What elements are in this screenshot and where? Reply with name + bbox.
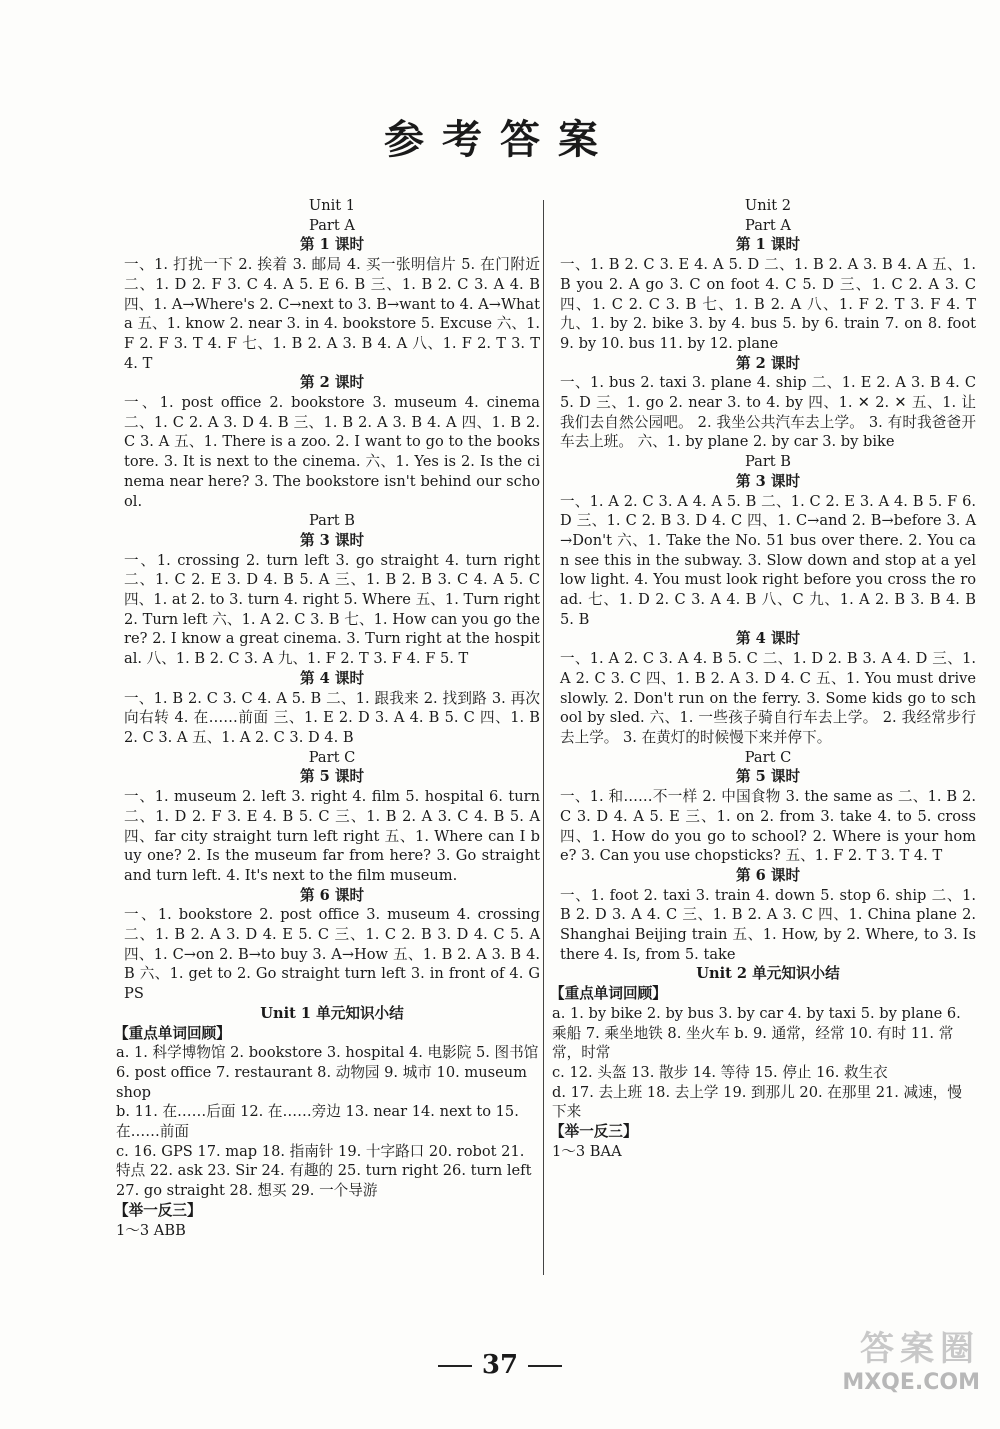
lesson-heading: 第 5 课时 bbox=[299, 768, 365, 786]
answer-paragraph: 一、1. A 2. C 3. A 4. A 5. B 二、1. C 2. E 3. A 4. B 5. F 6. D 三、1. C 2. B 3. D 4. C 四、1. C→and 2. B→before 3. A→Don't 六、1. Take the No. 51 bus over there. 2. You can see this in the subway. 3. Slow down and stop at a yellow light. 4. You must look right before you cross the road. 七、1. D 2. C 3. A 4. B 八、C 九、1. A 2. B 3. B 4. B 5. B bbox=[560, 492, 976, 628]
answer-paragraph: 一、1. bus 2. taxi 3. plane 4. ship 二、1. E 2. A 3. B 4. C 5. D 三、1. go 2. near 3. to 4. by 四、1. ✕ 2. ✕ 五、1. 让我们去自然公园吧。 2. 我坐公共汽车去上学。 3. 有时我爸爸开车去上班。 六、1. by plane 2. by car 3. by bike bbox=[560, 374, 976, 451]
review-line: d. 17. 去上班 18. 去上学 19. 到那儿 20. 在那里 21. 减速，慢下来 bbox=[552, 1083, 962, 1121]
review-line: 1～3 BAA bbox=[552, 1142, 622, 1160]
watermark-bottom: MXQE.COM bbox=[842, 1370, 980, 1395]
review-line: a. 1. by bike 2. by bus 3. by car 4. by taxi 5. by plane 6. 乘船 7. 乘坐地铁 8. 坐火车 b. 9. 通常，经常 10. 有时 11. 常常，时常 bbox=[552, 1004, 961, 1062]
answer-paragraph: 一、1. A 2. C 3. A 4. B 5. C 二、1. D 2. B 3. A 4. D 三、1. A 2. C 3. C 四、1. B 2. A 3. D 4. C 五、1. You must drive slowly. 2. Don't run on the ferry. 3. Some kids go to school by sled. 六、1. 一些孩子骑自行车去上学。 2. 我经常步行去上学。 3. 在黄灯的时候慢下来并停下。 bbox=[560, 650, 976, 746]
lesson-heading: 第 4 课时 bbox=[299, 669, 365, 687]
review-section-label: 【举一反三】 bbox=[114, 1201, 202, 1219]
answer-paragraph: 一、1. 和……不一样 2. 中国食物 3. the same as 二、1. B 2. C 3. D 4. A 5. E 三、1. on 2. from 3. take 4. to 5. cross 四、1. How do you go to school? 2. Where is your home? 3. Can you use chopsticks? 五、1. F 2. T 3. T 4. T bbox=[560, 788, 976, 865]
watermark-top: 答案圈 bbox=[860, 1329, 980, 1369]
answer-paragraph: 一、1. post office 2. bookstore 3. museum 4. cinema 二、1. C 2. A 3. D 4. B 三、1. B 2. A 3. B 4. A 四、1. B 2. C 3. A 五、1. There is a zoo. 2. I want to go to the bookstore. 3. It is next to the cinema. 六、1. Yes is 2. Is the cinema near here? 3. The bookstore isn't behind our school. bbox=[124, 394, 540, 510]
section-heading: Part B bbox=[744, 453, 792, 471]
lesson-heading: Unit 2 单元知识小结 bbox=[696, 965, 840, 983]
lesson-heading: Unit 1 单元知识小结 bbox=[260, 1004, 404, 1022]
footer-dash-left bbox=[438, 1365, 472, 1367]
answer-paragraph: 一、1. museum 2. left 3. right 4. film 5. hospital 6. turn 二、1. D 2. F 3. E 4. B 5. C 三、1. B 2. A 3. C 4. B 5. A 四、far city straight turn left right 五、1. Where can I buy one? 2. Is the museum far from here? 3. Go straight and turn left. 4. It's next to the film museum. bbox=[124, 788, 540, 884]
section-heading: Unit 1 bbox=[308, 197, 356, 214]
answer-paragraph: 一、1. 打扰一下 2. 挨着 3. 邮局 4. 买一张明信片 5. 在门附近 二、1. D 2. F 3. C 4. A 5. E 6. B 三、1. B 2. C 3. A 4. B 四、1. A→Where's 2. C→next to 3. B→want to 4. A→What a 五、1. know 2. near 3. in 4. bookstore 5. Excuse 六、1. F 2. F 3. T 4. F 七、1. B 2. A 3. B 4. A 八、1. F 2. T 3. T 4. T bbox=[124, 256, 540, 372]
review-line: a. 1. 科学博物馆 2. bookstore 3. hospital 4. 电影院 5. 图书馆 6. post office 7. restaurant 8. 动物园 9. 城市 10. museum shop bbox=[116, 1044, 539, 1101]
footer-dash-right bbox=[528, 1365, 562, 1367]
answer-paragraph: 一、1. bookstore 2. post office 3. museum 4. crossing 二、1. B 2. A 3. D 4. E 5. C 三、1. C 2. B 3. D 4. C 5. A 四、1. C→on 2. B→to buy 3. A→How 五、1. B 2. A 3. B 4. B 六、1. get to 2. Go straight turn left 3. in front of 4. GPS bbox=[124, 906, 540, 1003]
section-heading: Part A bbox=[745, 216, 791, 234]
lesson-heading: 第 6 课时 bbox=[735, 866, 801, 884]
lesson-heading: 第 1 课时 bbox=[735, 236, 801, 254]
lesson-heading: 第 2 课时 bbox=[299, 374, 365, 392]
right-column bbox=[550, 196, 976, 1161]
answer-paragraph: 一、1. crossing 2. turn left 3. go straight 4. turn right 二、1. C 2. E 3. D 4. B 5. A 三、1. B 2. B 3. C 4. A 5. C 四、1. at 2. to 3. turn 4. right 5. Where 五、1. Turn right 2. Turn left 六、1. A 2. C 3. B 七、1. How can you go there? 2. I know a great cinema. 3. Turn right at the hospital. 八、1. B 2. C 3. A 九、1. F 2. T 3. F 4. F 5. T bbox=[124, 551, 540, 668]
answer-paragraph: 一、1. B 2. C 3. C 4. A 5. B 二、1. 跟我来 2. 找到路 3. 再次向右转 4. 在……前面 三、1. E 2. D 3. A 4. B 5. C 四、1. B 2. C 3. A 五、1. A 2. C 3. D 4. B bbox=[124, 689, 540, 746]
review-section-label: 【重点单词回顾】 bbox=[550, 985, 667, 1003]
column-divider bbox=[543, 200, 544, 1275]
review-line: 1～3 ABB bbox=[116, 1221, 186, 1239]
section-heading: Part B bbox=[308, 512, 356, 530]
page-title: 参考答案 bbox=[384, 116, 616, 163]
section-heading: Part C bbox=[308, 748, 356, 766]
lesson-heading: 第 4 课时 bbox=[735, 630, 801, 648]
review-line: c. 16. GPS 17. map 18. 指南针 19. 十字路口 20. robot 21. 特点 22. ask 23. Sir 24. 有趣的 25. turn right 26. turn left 27. go straight 28. 想买 29. 一个导游 bbox=[116, 1142, 532, 1200]
left-column bbox=[114, 196, 540, 1240]
section-heading: Part A bbox=[309, 216, 355, 234]
review-line: c. 12. 头盔 13. 散步 14. 等待 15. 停止 16. 救生衣 bbox=[552, 1063, 888, 1081]
review-section-label: 【重点单词回顾】 bbox=[114, 1024, 231, 1042]
lesson-heading: 第 5 课时 bbox=[735, 768, 801, 786]
lesson-heading: 第 1 课时 bbox=[299, 236, 365, 254]
lesson-heading: 第 6 课时 bbox=[299, 886, 365, 904]
lesson-heading: 第 2 课时 bbox=[735, 354, 801, 372]
review-line: b. 11. 在……后面 12. 在……旁边 13. near 14. next to 15. 在……前面 bbox=[116, 1103, 519, 1141]
review-section-label: 【举一反三】 bbox=[550, 1123, 638, 1141]
lesson-heading: 第 3 课时 bbox=[299, 531, 365, 549]
section-heading: Unit 2 bbox=[744, 197, 792, 214]
lesson-heading: 第 3 课时 bbox=[735, 472, 801, 490]
answer-paragraph: 一、1. foot 2. taxi 3. train 4. down 5. stop 6. ship 二、1. B 2. D 3. A 4. C 三、1. B 2. A 3. C 四、1. China plane 2. Shanghai Beijing train 五、1. How, by 2. Where, to 3. Is there 4. Is, from 5. take bbox=[560, 886, 976, 963]
page-number: 37 bbox=[481, 1350, 519, 1380]
watermark-logo bbox=[780, 1321, 980, 1407]
section-heading: Part C bbox=[744, 748, 792, 766]
answer-paragraph: 一、1. B 2. C 3. E 4. A 5. D 二、1. B 2. A 3. B 4. A 五、1. B you 2. A go 3. C on foot 4. C 5. D 三、1. C 2. A 3. C 四、1. C 2. C 3. B 七、1. B 2. A 八、1. F 2. T 3. F 4. T 九、1. by 2. bike 3. by 4. bus 5. by 6. train 7. on 8. foot 9. by 10. bus 11. by 12. plane bbox=[560, 256, 976, 352]
